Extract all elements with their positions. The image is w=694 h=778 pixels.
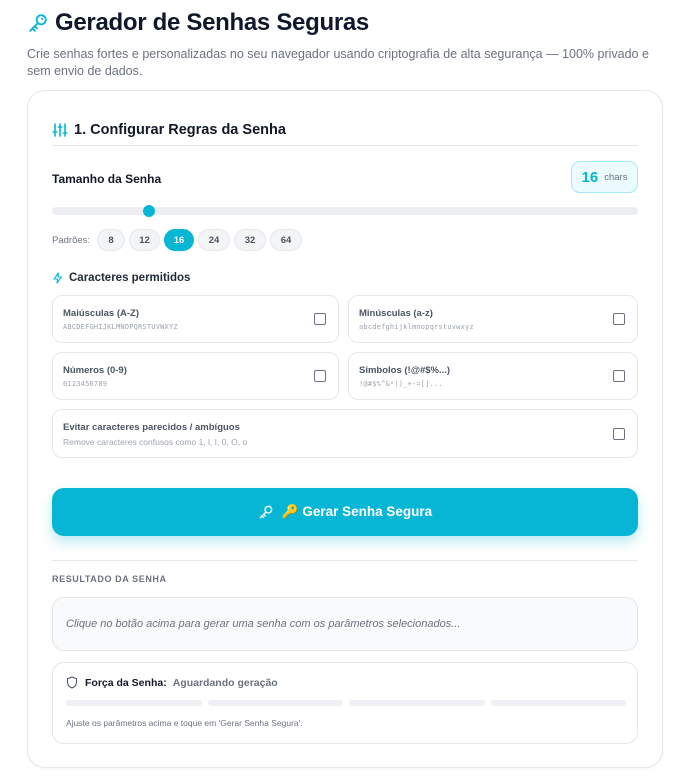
shield-icon [66,676,78,689]
uppercase-checkbox[interactable] [314,313,326,325]
strength-status: Aguardando geração [172,676,278,689]
title-row [27,8,667,38]
generate-password-button[interactable] [52,488,638,536]
generate-button-label: 🔑 Gerar Senha Segura [281,504,433,519]
option-avoid-ambiguous[interactable] [52,409,638,458]
strength-bar [66,700,202,706]
chars-section-title: Caracteres permitidos [69,272,191,284]
strength-bar [491,700,627,706]
key-icon [258,504,274,520]
option-symbols[interactable] [348,352,638,400]
chars-section-header [52,272,190,284]
preset-64[interactable]: 64 [270,229,302,251]
length-presets [52,229,306,251]
ambiguous-checkbox[interactable] [613,428,625,440]
preset-32[interactable]: 32 [234,229,266,251]
option-symbols-label: Símbolos (!@#$%...) [359,365,451,376]
option-lowercase-sample: abcdefghijklmnopqrstuvwxyz [359,323,474,331]
option-uppercase-label: Maiúsculas (A-Z) [63,308,140,319]
option-uppercase-sample: ABCDEFGHIJKLMNOPQRSTUVWXYZ [63,323,178,331]
page-subtitle: Crie senhas fortes e personalizadas no seu navegador usando criptografia de alta segurança — 100% privado e sem envio de dados. [27,47,649,78]
strength-hint: Ajuste os parâmetros acima e toque em 'Gerar Senha Segura'. [66,718,303,728]
config-section-header [52,115,638,145]
lowercase-checkbox[interactable] [613,313,625,325]
page-title: Gerador de Senhas Seguras [55,9,369,36]
config-divider [52,145,638,146]
strength-bar [349,700,485,706]
preset-12[interactable]: 12 [129,229,160,251]
numbers-checkbox[interactable] [314,370,326,382]
page-header [27,8,667,80]
preset-8[interactable]: 8 [97,229,125,251]
option-numbers-sample: 0123456789 [63,380,108,388]
symbols-checkbox[interactable] [613,370,625,382]
option-numbers[interactable] [52,352,339,400]
strength-meter [66,700,626,706]
key-icon [27,12,49,34]
generator-card [27,90,663,768]
option-numbers-label: Números (0-9) [63,365,127,376]
strength-bar [208,700,344,706]
length-slider[interactable] [52,207,638,215]
length-value: 16 [581,168,599,186]
option-symbols-sample: !@#$%^&*()_+-=[]... [359,380,443,388]
length-badge [571,161,638,193]
result-divider [52,560,638,561]
result-label: RESULTADO DA SENHA [52,574,167,584]
zap-icon [52,272,64,284]
preset-16[interactable]: 16 [164,229,194,251]
password-placeholder: Clique no botão acima para gerar uma senha com os parâmetros selecionados... [66,618,461,630]
length-unit: chars [604,171,628,183]
sliders-icon [52,122,68,138]
length-slider-thumb[interactable] [143,205,155,217]
option-ambiguous-description: Remove caracteres confusos como 1, l, I, 0, O, o [63,437,248,447]
length-label: Tamanho da Senha [52,172,162,186]
strength-panel [52,662,638,744]
strength-header [66,676,278,689]
password-output[interactable] [52,597,638,651]
option-uppercase[interactable] [52,295,339,343]
config-section-title: 1. Configurar Regras da Senha [74,122,286,138]
option-ambiguous-label: Evitar caracteres parecidos / ambíguos [63,422,240,433]
preset-24[interactable]: 24 [198,229,230,251]
strength-title: Força da Senha: [85,676,167,689]
presets-label: Padrões: [52,234,91,246]
option-lowercase[interactable] [348,295,638,343]
option-lowercase-label: Minúsculas (a-z) [359,308,433,319]
